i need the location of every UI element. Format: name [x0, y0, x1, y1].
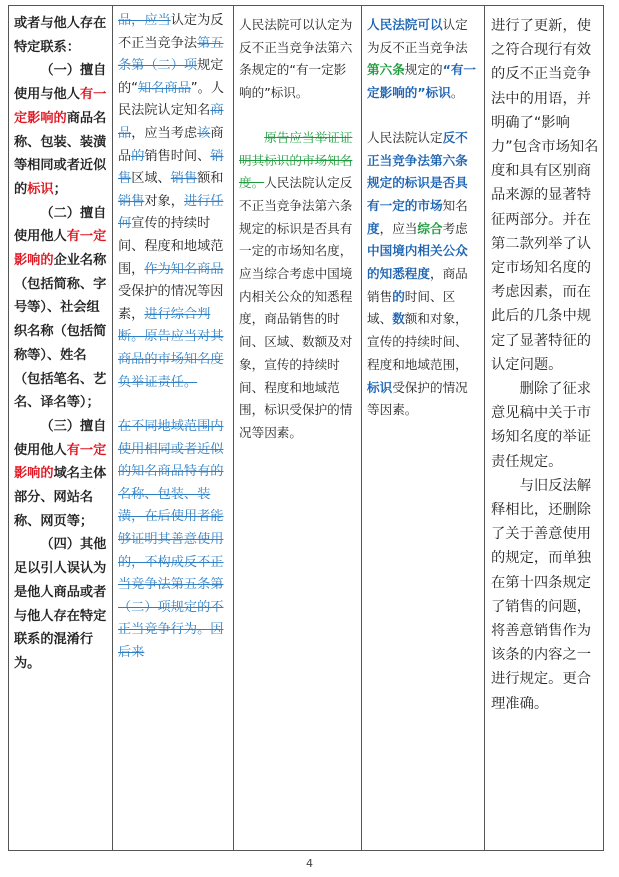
col3-paragraph-2: 原告应当举证证明其标识的市场知名度。人民法院认定反不正当竞争法第六条规定的标识是否具有一定的市场知名度，应当综合考虑中国境内相关公众的知悉程度，商品销售的时间、区域、数额及对象，宣传的持续时间、程度和地域范围，标识受保护的情况等因素。: [239, 129, 353, 440]
col1-item-2: （二）擅自使用他人有一定影响的企业名称（包括简称、字号等）、社会组织名称（包括简称等）、姓名（包括笔名、艺名、译名等）；: [14, 205, 107, 411]
col4-paragraph-2: 人民法院认定反不正当竞争法第六条规定的标识是否具有一定的市场知名度，应当综合考虑中国境内相关公众的知悉程度，商品销售的时间、区域、数额和对象，宣传的持续时间、程度和地域范围，标识受保护的情况等因素。: [367, 129, 468, 418]
column-commentary: [485, 6, 605, 850]
column-draft-for-comment: [234, 6, 362, 850]
col3-paragraph-1: 人民法院可以认定为反不正当竞争法第六条规定的“有一定影响的”标识。: [239, 17, 353, 101]
col2-paragraph-1: 品，应当认定为反不正当竞争法第五条第（二）项规定的“知名商品”。人民法院认定知名商品，应当考虑该商品的销售时间、销售区域、销售额和销售对象，进行任何宣传的持续时间、程度和地域范围，作为知名商品受保护的情况等因素，进行综合判断。原告应当对其商品的市场知名度负举证责任。: [118, 13, 224, 390]
col5-paragraph-1: 进行了更新，使之符合现行有效的反不正当竞争法中的用语，并明确了“影响力”包含市场知名度和具有区别商品来源的显著特征两部分。并在第二款列举了认定市场知名度的考虑因素，而在此后的几条中规定了显著特征的认定问题。: [491, 18, 599, 373]
page-number: 4: [306, 857, 313, 870]
col5-paragraph-2: 删除了征求意见稿中关于市场知名度的举证责任规定。: [491, 381, 592, 470]
spacer: [367, 105, 480, 127]
column-final-interpretation: [362, 6, 485, 850]
col1-intro: 或者与他人存在特定联系：: [14, 16, 107, 55]
col5-paragraph-3: 与旧反法解释相比，还删除了关于善意使用的规定，而单独在第十四条规定了销售的问题，将善意销售作为该条的内容之一进行规定。更合理准确。: [491, 477, 592, 712]
spacer: [239, 105, 357, 127]
column-judicial-interpretation-draft: [9, 6, 113, 850]
comparison-table: [8, 5, 604, 851]
column-old-interpretation: [113, 6, 234, 850]
col2-paragraph-2: 在不同地域范围内使用相同或者近似的知名商品特有的名称、包装、装潢，在后使用者能够证明其善意使用的，不构成反不正当竞争法第五条第（二）项规定的不正当竞争行为。因后来: [118, 419, 224, 661]
col4-paragraph-1: 人民法院可以认定为反不正当竞争法第六条规定的“有一定影响的”标识。: [367, 17, 477, 101]
col1-item-3: （三）擅自使用他人有一定影响的域名主体部分、网站名称、网页等；: [14, 418, 107, 529]
spacer: [118, 394, 229, 416]
col1-item-1: （一）擅自使用与他人有一定影响的商品名称、包装、装潢等相同或者近似的标识；: [14, 63, 107, 197]
col1-item-4: （四）其他足以引人误认为是他人商品或者与他人存在特定联系的混淆行为。: [14, 537, 107, 671]
